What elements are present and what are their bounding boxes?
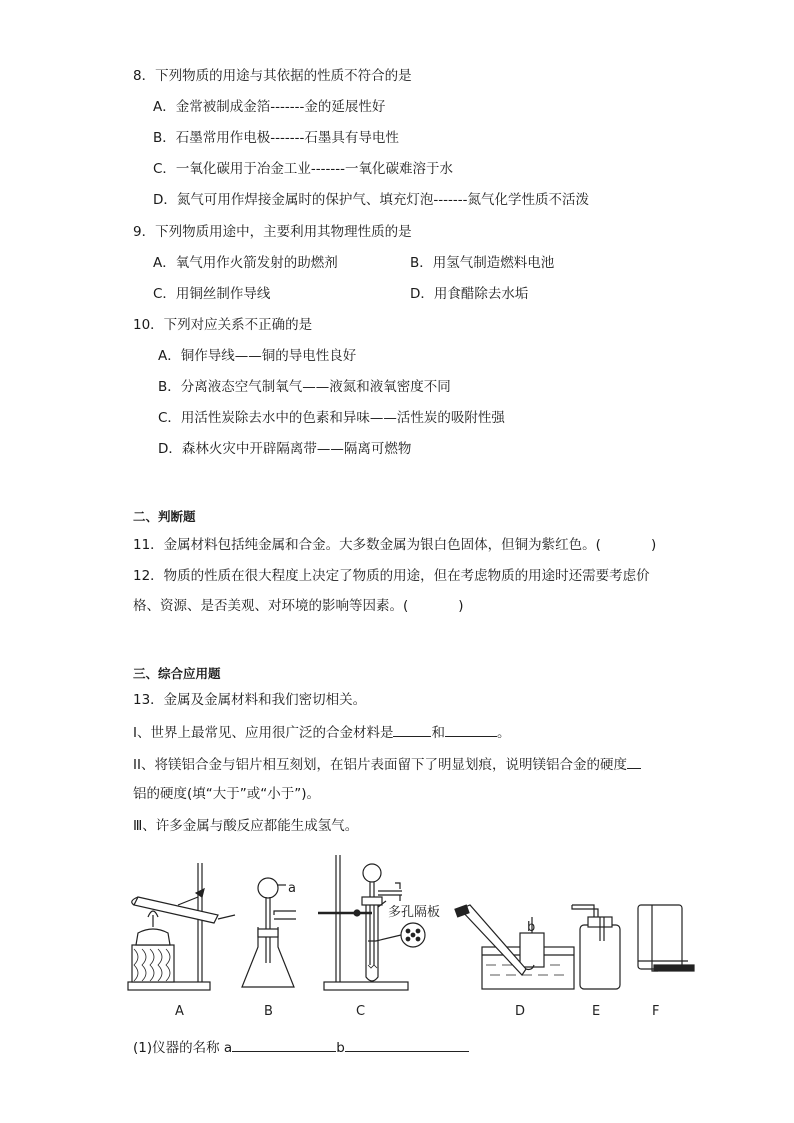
q13-part-ii-line-1 [133,754,641,774]
q13-sub-1-prefix: (1)仪器的名称 a [133,1040,233,1056]
q9-option-b: B．用氢气制造燃料电池 [410,255,555,271]
q8-option-c: C．一氧化碳用于冶金工业-------一氧化碳难溶于水 [153,161,454,177]
figure-label-e: E [592,1004,601,1019]
section-3-title: 三、综合应用题 [133,666,221,681]
instrument-label-a: a [288,881,296,896]
q10-option-a: A．铜作导线——铜的导电性良好 [158,348,357,364]
apparatus-figure [110,845,700,1025]
figure-label-a: A [175,1004,184,1019]
q13-part-i-prefix: I、世界上最常见、应用很广泛的合金材料是 [133,725,394,741]
q12-close-paren: ) [458,598,464,614]
q11-close-paren: ) [650,537,657,553]
q8-option-d: D．氮气可用作焊接金属时的保护气、填充灯泡-------氮气化学性质不活泼 [153,192,589,208]
q11-text [133,536,656,554]
q13-sub-1-b-label: b [336,1040,345,1056]
apparatus-e-gas-bottle [572,905,620,989]
q13-part-i-blank-2[interactable] [445,722,497,737]
apparatus-c-stand-device [318,855,425,990]
figure-label-c: C [356,1004,366,1019]
apparatus-a-heating-setup [128,863,235,990]
q13-sub-1 [133,1037,469,1057]
q9-option-a: A．氧气用作火箭发射的助燃剂 [153,255,338,271]
q12-line-1: 12．物质的性质在很大程度上决定了物质的用途，但在考虑物质的用途时还需要考虑价 [133,568,650,584]
q13-stem: 13．金属及金属材料和我们密切相关。 [133,692,367,708]
instrument-label-b: b [527,920,536,935]
q12-line-2 [133,597,464,615]
q10-stem: 10．下列对应关系不正确的是 [133,317,313,333]
q9-stem: 9．下列物质用途中，主要利用其物理性质的是 [133,224,412,240]
q8-stem: 8．下列物质的用途与其依据的性质不符合的是 [133,68,412,84]
q8-option-b: B．石墨常用作电极-------石墨具有导电性 [153,130,399,146]
apparatus-d-water-trough [455,905,574,989]
q13-sub-1-blank-a[interactable] [232,1037,336,1052]
figure-label-b: B [264,1004,273,1019]
q13-part-i-end: 。 [496,725,511,741]
q9-option-d: D．用食醋除去水垢 [410,286,529,302]
q13-part-i [133,722,510,742]
porous-plate-label: 多孔隔板 [388,905,441,920]
q13-part-iii: Ⅲ、许多金属与酸反应都能生成氢气。 [133,818,359,834]
q13-part-i-and: 和 [431,725,445,741]
figure-label-f: F [652,1004,660,1019]
q12-statement-end: 格、资源、是否美观、对环境的影响等因素。( [133,598,409,614]
apparatus-f-bottle [638,905,694,971]
q13-part-ii-blank[interactable] [627,754,641,769]
q10-option-b: B．分离液态空气制氧气——液氮和液氧密度不同 [158,379,451,395]
q9-option-c: C．用铜丝制作导线 [153,286,271,302]
q10-option-c: C．用活性炭除去水中的色素和异味——活性炭的吸附性强 [158,410,505,426]
figure-label-d: D [515,1004,526,1019]
q11-statement: 11．金属材料包括纯金属和合金。大多数金属为银白色固体，但铜为紫红色。( [133,537,601,553]
q13-part-ii-line-2: 铝的硬度(填“大于”或“小于”)。 [133,786,321,802]
q13-sub-1-blank-b[interactable] [345,1037,469,1052]
section-2-title: 二、判断题 [133,509,196,524]
q13-part-i-blank-1[interactable] [393,722,431,737]
q10-option-d: D．森林火灾中开辟隔离带——隔离可燃物 [158,441,412,457]
q8-option-a: A．金常被制成金箔-------金的延展性好 [153,99,386,115]
q13-part-ii-text: II、将镁铝合金与铝片相互刻划，在铝片表面留下了明显划痕，说明镁铝合金的硬度 [133,757,627,773]
